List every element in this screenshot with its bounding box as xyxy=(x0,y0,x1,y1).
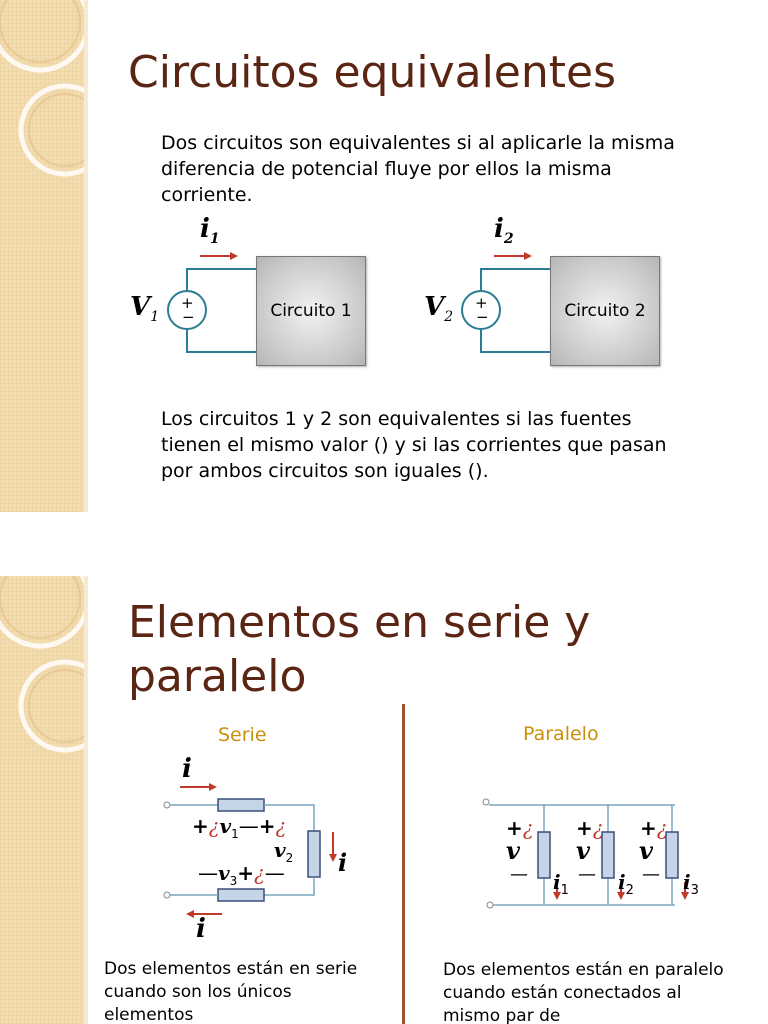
wire-top-1 xyxy=(187,269,256,291)
paralelo-v-3: v xyxy=(639,836,653,865)
current-symbol-1: $i_1$ xyxy=(200,214,220,248)
slide-title: Circuitos equivalentes xyxy=(128,47,616,98)
wire-top-2 xyxy=(481,269,550,291)
resistor-paralelo-2 xyxy=(602,832,614,878)
wire-bottom-1 xyxy=(187,329,256,352)
circuit-1-label: Circuito 1 xyxy=(270,301,352,321)
serie-i-bottom: i xyxy=(196,914,206,944)
resistor-paralelo-1 xyxy=(538,832,550,878)
slide-title-line-1: Elementos en serie y xyxy=(128,597,591,648)
minus-sign-2: − xyxy=(476,308,489,326)
plus-sign-2: + xyxy=(475,294,488,312)
paralelo-description: Dos elementos están en paralelo cuando están conectados al mismo par de xyxy=(443,960,724,1024)
paralelo-minus-1: — xyxy=(510,864,528,885)
paralelo-minus-2: — xyxy=(578,864,596,885)
source-symbol-1: $V_1$ xyxy=(130,292,160,326)
paralelo-minus-3: — xyxy=(642,864,660,885)
serie-description: Dos elementos están en serie cuando son los únicos elementos xyxy=(104,959,358,1024)
slide-2 xyxy=(0,576,768,1024)
current-symbol-2: $i_2$ xyxy=(494,214,514,248)
source-symbol-2: $V_2$ xyxy=(424,292,454,326)
circuit-2-label: Circuito 2 xyxy=(564,301,646,321)
parallel-diagram xyxy=(0,576,768,1024)
minus-sign-1: − xyxy=(182,308,195,326)
serie-heading: Serie xyxy=(218,724,267,746)
circuit-2-box xyxy=(550,256,660,366)
paralelo-i-2: $i_2$ xyxy=(618,870,634,898)
paralelo-i-3: $i_3$ xyxy=(683,870,699,898)
serie-i-top: i xyxy=(182,754,192,784)
paralelo-plus-2: +¿ xyxy=(576,816,604,840)
plus-sign-1: + xyxy=(181,294,194,312)
circuit-1-box xyxy=(256,256,366,366)
paralelo-plus-1: +¿ xyxy=(506,816,534,840)
serie-i-right: i xyxy=(338,848,348,877)
paralelo-plus-3: +¿ xyxy=(640,816,668,840)
paralelo-v-2: v xyxy=(576,836,590,865)
conclusion-text: Los circuitos 1 y 2 son equivalentes si las fuentes tienen el mismo valor () y si las corrientes que pasan por ambos circuitos son iguales (). xyxy=(161,408,667,482)
paralelo-heading: Paralelo xyxy=(523,723,599,745)
serie-v3-label: $—v_3+¿—$ xyxy=(198,861,285,888)
serie-v1-label: $+¿v_1—+¿$ xyxy=(192,814,287,841)
wire-bottom-2 xyxy=(481,329,550,352)
paralelo-v-1: v xyxy=(506,836,520,865)
resistor-paralelo-3 xyxy=(666,832,678,878)
slide-title-line-2: paralelo xyxy=(128,651,307,702)
intro-text: Dos circuitos son equivalentes si al aplicarle la misma diferencia de potencial fluye por ellos la misma corriente. xyxy=(161,132,675,206)
serie-v2-label: $v_2$ xyxy=(274,838,294,865)
paralelo-i-1: $i_1$ xyxy=(553,870,569,898)
